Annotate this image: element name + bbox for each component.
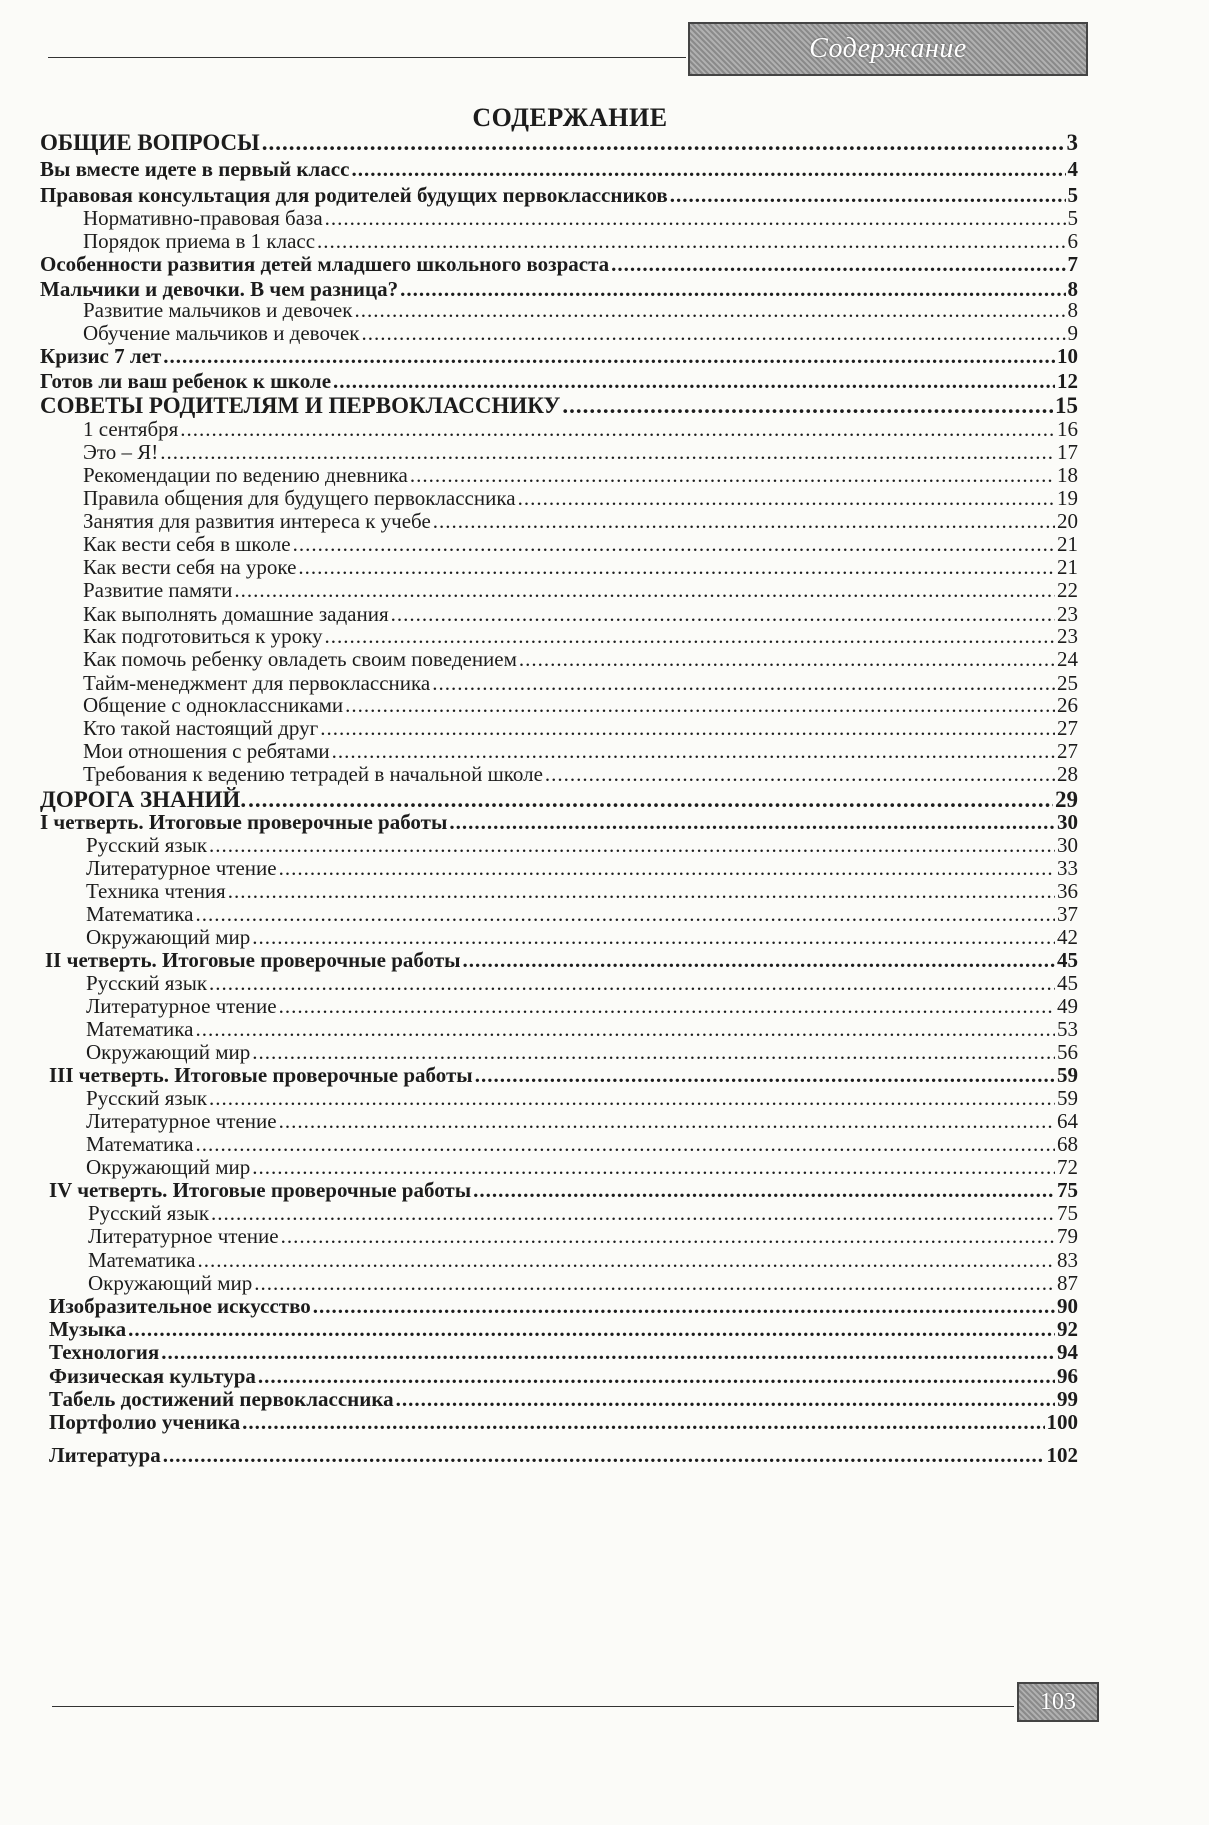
page-number-box (1017, 1682, 1099, 1722)
toc-entry (83, 624, 1078, 649)
toc-entry-title: Занятия для развития интереса к учебе (83, 509, 431, 533)
toc-entry-page: 79 (1057, 1224, 1078, 1248)
toc-entry-title: Математика (88, 1248, 196, 1272)
toc-entry (49, 1178, 1078, 1203)
toc-entry-page: 53 (1057, 1017, 1078, 1041)
toc-leader-dots (196, 1132, 1056, 1157)
toc-entry-title: Это – Я! (83, 440, 159, 464)
toc-entry-title: Русский язык (86, 971, 208, 995)
toc-entry (88, 1224, 1078, 1249)
toc-entry (86, 971, 1078, 996)
toc-entry-page: 45 (1057, 948, 1078, 972)
toc-entry (86, 879, 1078, 904)
toc-entry-page: 20 (1057, 509, 1078, 533)
toc-entry-page: 8 (1067, 277, 1078, 301)
toc-entry-page: 42 (1057, 925, 1078, 949)
toc-entry-page: 94 (1057, 1340, 1078, 1364)
toc-entry-page: 56 (1057, 1040, 1078, 1064)
toc-entry-title: Технология (49, 1340, 160, 1364)
toc-entry-title: Русский язык (88, 1201, 210, 1225)
toc-leader-dots (475, 1063, 1055, 1088)
toc-entry (83, 739, 1078, 764)
toc-entry (49, 1063, 1078, 1088)
toc-entry (86, 1132, 1078, 1157)
toc-entry (83, 463, 1078, 488)
toc-entry-title: Математика (86, 1017, 194, 1041)
toc-entry-title: Русский язык (86, 1086, 208, 1110)
toc-leader-dots (320, 716, 1055, 741)
toc-leader-dots (317, 229, 1065, 254)
toc-entry (86, 994, 1078, 1019)
toc-leader-dots (279, 856, 1055, 881)
toc-leader-dots (252, 1040, 1055, 1065)
toc-leader-dots (410, 463, 1055, 488)
toc-entry-page: 7 (1067, 252, 1078, 276)
toc-leader-dots (362, 321, 1066, 346)
toc-entry (88, 1201, 1078, 1226)
toc-entry-page: 5 (1067, 183, 1078, 207)
toc-entry-page: 8 (1067, 298, 1078, 322)
toc-entry-title: Кризис 7 лет (40, 344, 162, 368)
toc-entry-title: Русский язык (86, 833, 208, 857)
toc-entry-title: Табель достижений первоклассника (49, 1387, 394, 1411)
toc-entry-title: Правила общения для будущего первоклассника (83, 486, 516, 510)
toc-entry (86, 856, 1078, 881)
toc-leader-dots (433, 509, 1055, 534)
toc-leader-dots (254, 1271, 1055, 1296)
toc-entry-title: Кто такой настоящий друг (83, 716, 319, 740)
section-header-label: Содержание (809, 33, 967, 64)
toc-entry-title: Музыка (49, 1317, 127, 1341)
toc-entry (49, 1364, 1078, 1389)
toc-leader-dots (198, 1248, 1056, 1273)
toc-entry-page: 23 (1057, 624, 1078, 648)
toc-entry-page: 68 (1057, 1132, 1078, 1156)
toc-entry-page: 9 (1067, 321, 1078, 345)
toc-entry-page: 49 (1057, 994, 1078, 1018)
toc-entry-title: Рекомендации по ведению дневника (83, 463, 408, 487)
toc-entry (83, 417, 1078, 442)
toc-entry-page: 27 (1057, 716, 1078, 740)
toc-leader-dots (211, 1201, 1055, 1226)
toc-entry (86, 925, 1078, 950)
toc-leader-dots (463, 948, 1055, 973)
toc-entry (83, 509, 1078, 534)
toc-leader-dots (209, 1086, 1055, 1111)
toc-entry (86, 1086, 1078, 1111)
toc-entry-title: Техника чтения (86, 879, 226, 903)
toc-entry (83, 206, 1078, 231)
toc-entry (88, 1248, 1078, 1273)
toc-entry (86, 1155, 1078, 1180)
toc-entry (83, 298, 1078, 323)
toc-entry-title: Изобразительное искусство (49, 1294, 311, 1318)
toc-entry-title: II четверть. Итоговые проверочные работы (45, 948, 461, 972)
toc-leader-dots (545, 762, 1055, 787)
toc-leader-dots (351, 157, 1065, 182)
toc-entry-page: 25 (1057, 671, 1078, 695)
toc-entry (83, 321, 1078, 346)
toc-entry-page: 59 (1057, 1063, 1078, 1087)
toc-leader-dots (262, 130, 1065, 156)
toc-leader-dots (234, 578, 1055, 603)
toc-entry (40, 130, 1078, 156)
toc-entry (83, 647, 1078, 672)
toc-leader-dots (611, 252, 1065, 277)
toc-entry-title: Как помочь ребенку овладеть своим поведением (83, 647, 517, 671)
toc-entry-title: Литературное чтение (86, 994, 277, 1018)
toc-entry-title: 1 сентября (83, 417, 179, 441)
toc-leader-dots (518, 486, 1055, 511)
toc-leader-dots (128, 1317, 1055, 1342)
toc-entry-title: Математика (86, 902, 194, 926)
toc-entry-page: 28 (1057, 762, 1078, 786)
toc-entry-page: 24 (1057, 647, 1078, 671)
toc-entry-title: I четверть. Итоговые проверочные работы (40, 810, 448, 834)
toc-leader-dots (281, 1224, 1055, 1249)
toc-entry (40, 183, 1078, 208)
toc-entry-page: 92 (1057, 1317, 1078, 1341)
toc-leader-dots (228, 879, 1055, 904)
toc-leader-dots (473, 1178, 1055, 1203)
toc-entry (86, 833, 1078, 858)
toc-entry-title: Окружающий мир (86, 1155, 251, 1179)
toc-leader-dots (396, 1387, 1055, 1412)
toc-entry-title: Окружающий мир (86, 1040, 251, 1064)
toc-entry-page: 45 (1057, 971, 1078, 995)
toc-entry-page: 96 (1057, 1364, 1078, 1388)
toc-entry (40, 393, 1078, 419)
toc-entry (40, 810, 1078, 835)
toc-entry-title: Литературное чтение (86, 856, 277, 880)
toc-entry-title: Мои отношения с ребятами (83, 739, 330, 763)
toc-entry-title: Общение с одноклассниками (83, 693, 344, 717)
toc-entry-title: Как подготовиться к уроку (83, 624, 323, 648)
toc-entry (83, 440, 1078, 465)
toc-entry (40, 157, 1078, 182)
toc-leader-dots (242, 1410, 1044, 1435)
toc-entry-title: Как вести себя на уроке (83, 555, 297, 579)
toc-leader-dots (160, 440, 1055, 465)
toc-leader-dots (562, 393, 1053, 419)
toc-entry-page: 23 (1057, 602, 1078, 626)
toc-entry-page: 75 (1057, 1201, 1078, 1225)
toc-entry-page: 83 (1057, 1248, 1078, 1272)
toc-leader-dots (209, 971, 1055, 996)
toc-leader-dots (161, 1340, 1055, 1365)
toc-entry-title: Особенности развития детей младшего школьного возраста (40, 252, 610, 276)
toc-entry-title: Развитие памяти (83, 578, 233, 602)
toc-entry-page: 5 (1067, 206, 1078, 230)
toc-entry-title: Обучение мальчиков и девочек (83, 321, 360, 345)
toc-entry (40, 252, 1078, 277)
toc-leader-dots (252, 1155, 1055, 1180)
footer-rule (52, 1706, 1014, 1707)
toc-entry-page: 26 (1057, 693, 1078, 717)
toc-entry-title: ОБЩИЕ ВОПРОСЫ (40, 130, 260, 155)
toc-entry-title: Вы вместе идете в первый класс (40, 157, 350, 181)
toc-entry-title: Портфолио ученика (49, 1410, 241, 1434)
toc-entry-title: Развитие мальчиков и девочек (83, 298, 353, 322)
toc-entry-page: 100 (1046, 1410, 1078, 1434)
toc-entry (40, 344, 1078, 369)
toc-entry-page: 12 (1057, 369, 1078, 393)
toc-entry-page: 10 (1057, 344, 1078, 368)
toc-leader-dots (196, 902, 1056, 927)
toc-leader-dots (180, 417, 1055, 442)
toc-entry-page: 90 (1057, 1294, 1078, 1318)
toc-leader-dots (279, 1109, 1055, 1134)
toc-entry-title: Как вести себя в школе (83, 532, 291, 556)
toc-entry (83, 578, 1078, 603)
toc-entry-page: 21 (1057, 555, 1078, 579)
toc-entry-page: 19 (1057, 486, 1078, 510)
toc-entry (49, 1294, 1078, 1319)
toc-leader-dots (354, 298, 1065, 323)
toc-entry-title: III четверть. Итоговые проверочные работы (49, 1063, 473, 1087)
toc-entry-title: Мальчики и девочки. В чем разница? (40, 277, 399, 301)
toc-leader-dots (325, 624, 1055, 649)
toc-entry-page: 27 (1057, 739, 1078, 763)
toc-leader-dots (670, 183, 1066, 208)
toc-entry-title: СОВЕТЫ РОДИТЕЛЯМ И ПЕРВОКЛАССНИКУ (40, 393, 561, 418)
toc-entry-page: 29 (1055, 787, 1078, 812)
toc-entry-page: 30 (1057, 810, 1078, 834)
toc-entry-page: 102 (1046, 1443, 1078, 1467)
toc-entry-title: Математика (86, 1132, 194, 1156)
toc-entry-title: Порядок приема в 1 класс (83, 229, 316, 253)
toc-leader-dots (258, 1364, 1055, 1389)
page-title: СОДЕРЖАНИЕ (472, 103, 668, 132)
toc-leader-dots (325, 206, 1066, 231)
toc-entry (86, 1017, 1078, 1042)
toc-entry-page: 6 (1067, 229, 1078, 253)
toc-entry (86, 902, 1078, 927)
toc-entry-page: 22 (1057, 578, 1078, 602)
toc-entry (83, 716, 1078, 741)
toc-entry-title: Нормативно-правовая база (83, 206, 323, 230)
toc-entry-title: Литературное чтение (88, 1224, 279, 1248)
toc-entry-page: 59 (1057, 1086, 1078, 1110)
toc-entry-page: 18 (1057, 463, 1078, 487)
toc-entry-title: Физическая культура (49, 1364, 256, 1388)
page-number: 103 (1040, 1688, 1076, 1715)
toc-leader-dots (333, 369, 1055, 394)
toc-entry-title: Готов ли ваш ребенок к школе (40, 369, 332, 393)
toc-entry-page: 36 (1057, 879, 1078, 903)
toc-entry (49, 1410, 1078, 1435)
toc-entry-page: 30 (1057, 833, 1078, 857)
toc-leader-dots (196, 1017, 1056, 1042)
toc-entry (83, 229, 1078, 254)
toc-entry-page: 3 (1066, 130, 1078, 155)
toc-entry-page: 21 (1057, 532, 1078, 556)
toc-entry-page: 75 (1057, 1178, 1078, 1202)
toc-entry (83, 532, 1078, 557)
toc-leader-dots (293, 532, 1055, 557)
toc-entry-page: 33 (1057, 856, 1078, 880)
toc-leader-dots (163, 344, 1055, 369)
toc-leader-dots (298, 555, 1055, 580)
toc-leader-dots (345, 693, 1055, 718)
toc-entry (83, 555, 1078, 580)
toc-entry-page: 64 (1057, 1109, 1078, 1133)
toc-entry-title: Требования к ведению тетрадей в начальной школе (83, 762, 543, 786)
toc-entry-title: Литература (49, 1443, 161, 1467)
toc-entry (49, 1340, 1078, 1365)
toc-entry (49, 1387, 1078, 1412)
toc-entry (83, 486, 1078, 511)
toc-entry-title: Литературное чтение (86, 1109, 277, 1133)
toc-entry-title: Как выполнять домашние задания (83, 602, 389, 626)
toc-entry-page: 4 (1067, 157, 1078, 181)
toc-entry-page: 99 (1057, 1387, 1078, 1411)
toc-entry-page: 17 (1057, 440, 1078, 464)
toc-entry-title: IV четверть. Итоговые проверочные работы (49, 1178, 472, 1202)
toc-entry-title: ДОРОГА ЗНАНИЙ. (40, 787, 247, 812)
toc-entry-page: 37 (1057, 902, 1078, 926)
toc-entry-page: 72 (1057, 1155, 1078, 1179)
toc-entry (83, 693, 1078, 718)
toc-entry (40, 369, 1078, 394)
toc-leader-dots (313, 1294, 1055, 1319)
toc-entry (49, 1443, 1078, 1468)
toc-entry (86, 1109, 1078, 1134)
toc-leader-dots (252, 925, 1055, 950)
toc-leader-dots (449, 810, 1055, 835)
toc-entry-title: Окружающий мир (86, 925, 251, 949)
toc-entry (88, 1271, 1078, 1296)
toc-entry (83, 762, 1078, 787)
toc-leader-dots (332, 739, 1055, 764)
toc-leader-dots (519, 647, 1055, 672)
toc-leader-dots (163, 1443, 1045, 1468)
toc-entry-page: 87 (1057, 1271, 1078, 1295)
toc-entry-page: 15 (1055, 393, 1078, 418)
toc-entry (45, 948, 1078, 973)
toc-entry-title: Тайм-менеджмент для первоклассника (83, 671, 431, 695)
toc-entry-title: Правовая консультация для родителей будущих первоклассников (40, 183, 668, 207)
toc-entry-page: 16 (1057, 417, 1078, 441)
toc-entry (49, 1317, 1078, 1342)
toc-leader-dots (279, 994, 1055, 1019)
toc-entry-title: Окружающий мир (88, 1271, 253, 1295)
toc-leader-dots (209, 833, 1055, 858)
toc-entry (86, 1040, 1078, 1065)
